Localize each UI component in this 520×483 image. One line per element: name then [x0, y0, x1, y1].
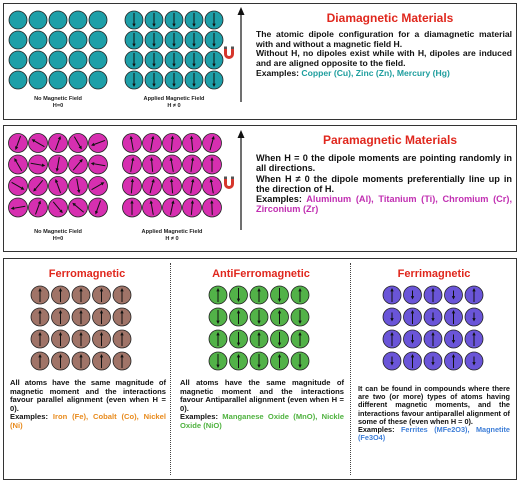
atom: [29, 51, 47, 69]
atom: [383, 352, 401, 370]
atom: [383, 308, 401, 326]
atom: [165, 31, 183, 49]
atom: [123, 134, 142, 153]
atom: [9, 51, 27, 69]
atom: [29, 198, 48, 217]
atom: [165, 71, 183, 89]
atom: [291, 308, 309, 326]
dia-applied-field-label: Applied Magnetic Field H ≠ 0: [143, 96, 205, 109]
ferrimagnetic-title: Ferrimagnetic: [397, 268, 471, 280]
atom: [89, 198, 108, 217]
atom: [125, 51, 143, 69]
atom: [185, 51, 203, 69]
atom: [123, 155, 142, 174]
atom: [52, 308, 70, 326]
atom: [29, 177, 48, 196]
ferrimagnetic-description: It can be found in compounds where there are two (or more) types of atoms having different magnetic moments, and the interactions favour antiparallel alignment of some of these (even when H = 0). Examples: Ferrites (MFe2O3), Magnetite (Fe3O4): [358, 384, 510, 443]
atom: [69, 198, 88, 217]
atom: [163, 198, 182, 217]
atom: [49, 51, 67, 69]
atom: [125, 11, 143, 29]
atom: [445, 352, 463, 370]
atom: [424, 330, 442, 348]
atom: [445, 308, 463, 326]
atom: [424, 352, 442, 370]
paramagnetic-panel: [3, 125, 517, 252]
atom: [89, 177, 108, 196]
atom: [230, 330, 248, 348]
atom: [183, 177, 202, 196]
atom: [93, 352, 111, 370]
atom: [183, 134, 202, 153]
antiferromagnetic-examples: Manganese Oxide (MnO), Nickle Oxide (NiO): [180, 412, 344, 430]
ferrimagnetic-examples: Ferrites (MFe2O3), Magnetite (Fe3O4): [358, 424, 510, 443]
atom: [52, 330, 70, 348]
atom: [29, 11, 47, 29]
atom: [291, 352, 309, 370]
diamagnetic-description: The atomic dipole configuration for a diamagnetic material with and without a magnetic field H. Without H, no dipoles exist while with H, dipoles are induced and are aligned opposite to the field. Examples: Copper (Cu), Zinc (Zn), Mercury (Hg): [256, 29, 512, 78]
column-divider: [350, 263, 351, 475]
atom: [9, 11, 27, 29]
paramagnetic-title: Paramagnetic Materials: [322, 133, 458, 147]
atom: [465, 330, 483, 348]
atom: [424, 286, 442, 304]
atom: [113, 330, 131, 348]
atom: [9, 71, 27, 89]
atom: [165, 11, 183, 29]
atom: [89, 155, 108, 174]
dia-no-field-atom-grid: [8, 10, 108, 92]
atom: [203, 134, 222, 153]
atom: [209, 308, 227, 326]
atom: [465, 286, 483, 304]
atom: [113, 308, 131, 326]
atom: [145, 51, 163, 69]
para-applied-field-atom-grid: [122, 132, 222, 222]
diamagnetic-title: Diamagnetic Materials: [326, 11, 454, 25]
atom: [9, 177, 28, 196]
atom: [445, 330, 463, 348]
atom: [203, 177, 222, 196]
atom: [250, 352, 268, 370]
ferromagnetic-examples: Iron (Fe), Cobalt (Co), Nickel (Ni): [10, 412, 166, 430]
atom: [291, 286, 309, 304]
atom: [49, 155, 68, 174]
atom: [123, 198, 142, 217]
atom: [72, 330, 90, 348]
field-arrow-icon: [236, 130, 246, 230]
atom: [205, 51, 223, 69]
atom: [89, 11, 107, 29]
atom: [69, 71, 87, 89]
atom: [230, 352, 248, 370]
ferromagnetic-atom-grid: [30, 283, 136, 375]
atom: [205, 11, 223, 29]
atom: [69, 31, 87, 49]
atom: [49, 31, 67, 49]
atom: [404, 352, 422, 370]
atom: [143, 155, 162, 174]
atom: [31, 308, 49, 326]
atom: [465, 308, 483, 326]
atom: [123, 177, 142, 196]
atom: [271, 352, 289, 370]
atom: [143, 177, 162, 196]
atom: [93, 308, 111, 326]
atom: [31, 286, 49, 304]
paramagnetic-examples: Aluminum (Al), Titanium (Ti), Chromium (Cr), Zirconium (Zr): [256, 194, 512, 215]
atom: [125, 31, 143, 49]
atom: [89, 134, 108, 153]
atom: [72, 286, 90, 304]
atom: [145, 31, 163, 49]
atom: [383, 286, 401, 304]
atom: [69, 155, 88, 174]
atom: [9, 134, 28, 153]
atom: [113, 352, 131, 370]
atom: [29, 71, 47, 89]
atom: [404, 308, 422, 326]
atom: [89, 71, 107, 89]
atom: [69, 51, 87, 69]
atom: [29, 31, 47, 49]
atom: [209, 352, 227, 370]
atom: [49, 71, 67, 89]
atom: [165, 51, 183, 69]
atom: [163, 134, 182, 153]
atom: [185, 71, 203, 89]
atom: [271, 286, 289, 304]
diamagnetic-examples: Copper (Cu), Zinc (Zn), Mercury (Hg): [301, 67, 450, 78]
atom: [72, 308, 90, 326]
atom: [113, 286, 131, 304]
atom: [145, 11, 163, 29]
atom: [205, 31, 223, 49]
atom: [203, 155, 222, 174]
atom: [49, 177, 68, 196]
paramagnetic-description: When H = 0 the dipole moments are pointing randomly in all directions. When H ≠ 0 the dipole moments preferentially line up in the direction of H. Examples: Aluminum (Al), Titanium (Ti), Chromium (Cr), Zirconium (Zr): [256, 153, 512, 215]
atom: [145, 71, 163, 89]
atom: [209, 330, 227, 348]
ferromagnetic-description: All atoms have the same magnitude of magnetic moment and the interactions favour parallel alignment (even when H = 0). Examples: Iron (Fe), Cobalt (Co), Nickel (Ni): [10, 378, 166, 430]
atom: [9, 198, 28, 217]
atom: [69, 134, 88, 153]
atom: [49, 134, 68, 153]
atom: [69, 177, 88, 196]
atom: [163, 155, 182, 174]
atom: [49, 11, 67, 29]
atom: [72, 352, 90, 370]
atom: [183, 198, 202, 217]
para-applied-field-label: Applied Magnetic Field H ≠ 0: [141, 229, 203, 242]
diamagnetic-panel: [3, 3, 517, 120]
para-no-field-label: No Magnetic Field H=0: [34, 229, 82, 242]
para-no-field-atom-grid: [8, 132, 108, 222]
atom: [209, 286, 227, 304]
atom: [271, 308, 289, 326]
atom: [203, 198, 222, 217]
atom: [465, 352, 483, 370]
atom: [52, 352, 70, 370]
atom: [291, 330, 309, 348]
antiferromagnetic-atom-grid: [208, 283, 314, 375]
atom: [250, 330, 268, 348]
antiferromagnetic-title: AntiFerromagnetic: [212, 268, 310, 280]
ferromagnetic-title: Ferromagnetic: [48, 268, 126, 280]
atom: [49, 198, 68, 217]
atom: [93, 286, 111, 304]
magnetic-ordering-panel: [3, 258, 517, 480]
horseshoe-magnet-icon: [222, 176, 236, 190]
atom: [9, 31, 27, 49]
column-divider: [170, 263, 171, 475]
dia-no-field-label: No Magnetic Field H=0: [34, 96, 82, 109]
atom: [250, 286, 268, 304]
ferrimagnetic-atom-grid: [382, 283, 488, 375]
atom: [250, 308, 268, 326]
atom: [383, 330, 401, 348]
atom: [31, 352, 49, 370]
atom: [230, 286, 248, 304]
atom: [143, 134, 162, 153]
antiferromagnetic-description: All atoms have the same magnitude of magnetic moment and the interactions favour Antiparallel alignment (even when H = 0). Examples: Manganese Oxide (MnO), Nickle Oxide (NiO): [180, 378, 344, 430]
atom: [424, 308, 442, 326]
atom: [445, 286, 463, 304]
atom: [52, 286, 70, 304]
atom: [29, 155, 48, 174]
atom: [271, 330, 289, 348]
atom: [185, 11, 203, 29]
atom: [404, 330, 422, 348]
horseshoe-magnet-icon: [222, 46, 236, 60]
dia-applied-field-atom-grid: [124, 10, 224, 92]
atom: [9, 155, 28, 174]
atom: [89, 31, 107, 49]
atom: [31, 330, 49, 348]
atom: [205, 71, 223, 89]
atom: [93, 330, 111, 348]
atom: [185, 31, 203, 49]
atom: [230, 308, 248, 326]
atom: [89, 51, 107, 69]
field-arrow-icon: [236, 7, 246, 102]
atom: [163, 177, 182, 196]
atom: [29, 134, 48, 153]
atom: [143, 198, 162, 217]
atom: [125, 71, 143, 89]
atom: [183, 155, 202, 174]
atom: [404, 286, 422, 304]
atom: [69, 11, 87, 29]
